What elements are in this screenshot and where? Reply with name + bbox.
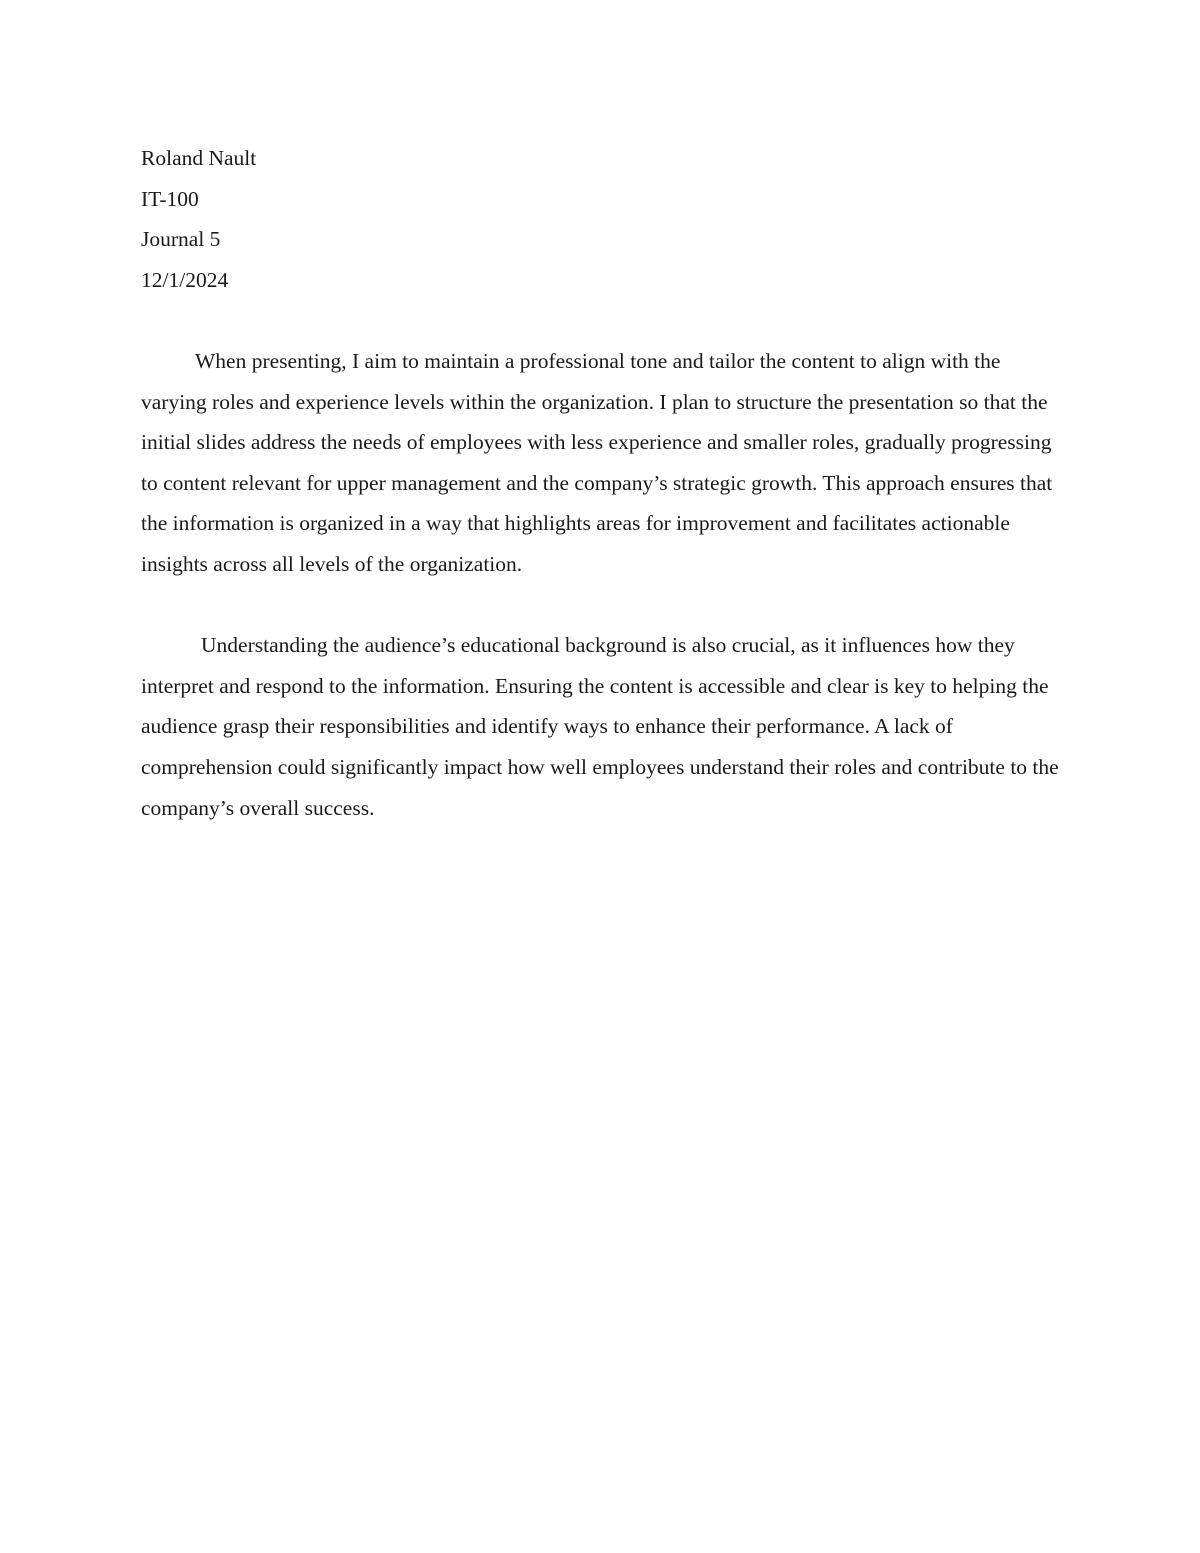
document-date: 12/1/2024: [141, 267, 229, 292]
body-paragraph-1: When presenting, I aim to maintain a professional tone and tailor the content to align with the varying roles and experience levels within the organization. I plan to structure the presentation so that the initial slides address the needs of employees with less experience and smaller roles, gradually progressing to content relevant for upper management and the company’s strategic growth. This approach ensures that the information is organized in a way that highlights areas for improvement and facilitates actionable insights across all levels of the organization.: [141, 348, 1053, 576]
course-code: IT-100: [141, 186, 199, 211]
author-name: Roland Nault: [141, 146, 257, 170]
assignment-title: Journal 5: [141, 227, 221, 252]
body-paragraph-2: Understanding the audience’s educational background is also crucial, as it influences how they interpret and respond to the information. Ensuring the content is accessible and clear is key to helping the audience grasp their responsibilities and identify ways to enhance their performance. A lack of comprehension could significantly impact how well employees understand their roles and contribute to the company’s overall success.: [141, 633, 1059, 820]
document-header: [141, 138, 1061, 300]
document-body: [141, 138, 1061, 869]
